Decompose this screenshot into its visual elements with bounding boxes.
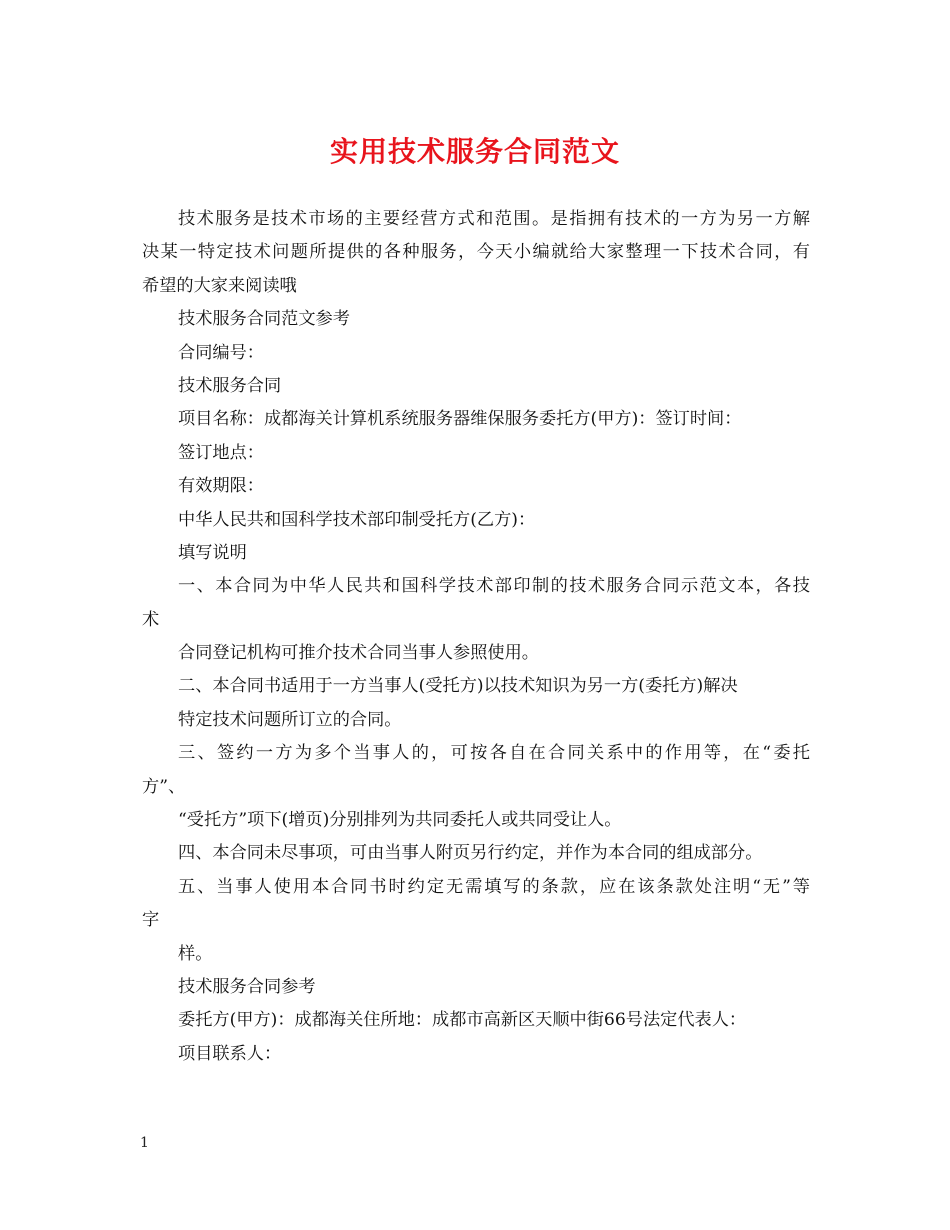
document-title: 实用技术服务合同范文 — [329, 135, 620, 168]
document-body — [142, 203, 810, 1071]
contract-number-label: 合同编号： — [178, 342, 264, 363]
instruction-item-2-cont: 特定技术问题所订立的合同。 — [178, 709, 402, 730]
instructions-heading: 填写说明 — [178, 542, 247, 563]
project-name-line: 项目名称：成都海关计算机系统服务器维保服务委托方(甲方)：签订时间： — [178, 409, 742, 430]
paragraph-line: 技术服务是技术市场的主要经营方式和范围。是指拥有技术的一方为另一方解 — [178, 209, 810, 229]
client-info-line: 委托方(甲方)：成都海关住所地：成都市高新区天顺中街66号法定代表人： — [178, 1010, 747, 1031]
paragraph-line: 希望的大家来阅读哦 — [142, 275, 297, 296]
instruction-item-2: 二、本合同书适用于一方当事人(受托方)以技术知识为另一方(委托方)解决 — [178, 676, 738, 697]
instruction-item-5: 五、当事人使用本合同书时约定无需填写的条款，应在该条款处注明“无”等 — [178, 876, 810, 897]
instruction-item-5-cont: 字 — [142, 910, 160, 931]
printed-by-line: 中华人民共和国科学技术部印制受托方(乙方)： — [178, 509, 536, 530]
page-number: 1 — [140, 1135, 149, 1151]
reference-heading: 技术服务合同参考 — [178, 976, 316, 997]
paragraph-line: 决某一特定技术问题所提供的各种服务，今天小编就给大家整理一下技术合同，有 — [142, 242, 810, 263]
instruction-item-3-cont: “受托方”项下(增页)分别排列为共同委托人或共同受让人。 — [178, 810, 622, 831]
instruction-item-1-cont: 合同登记机构可推介技术合同当事人参照使用。 — [178, 643, 539, 664]
instruction-item-1: 一、本合同为中华人民共和国科学技术部印制的技术服务合同示范文本，各技 — [178, 576, 810, 597]
instruction-item-4: 四、本合同未尽事项，可由当事人附页另行约定，并作为本合同的组成部分。 — [178, 843, 763, 864]
signing-place-label: 签订地点： — [178, 442, 264, 463]
instruction-item-3: 三、签约一方为多个当事人的，可按各自在合同关系中的作用等，在“委托 — [178, 743, 810, 764]
validity-period-label: 有效期限： — [178, 476, 264, 497]
instruction-item-3-cont: 方”、 — [142, 776, 186, 797]
project-contact-label: 项目联系人： — [178, 1043, 282, 1064]
section-heading: 技术服务合同范文参考 — [178, 309, 350, 330]
instruction-item-1-cont: 术 — [142, 609, 160, 630]
contract-type-label: 技术服务合同 — [178, 375, 282, 396]
instruction-item-5-cont: 样。 — [178, 943, 213, 964]
